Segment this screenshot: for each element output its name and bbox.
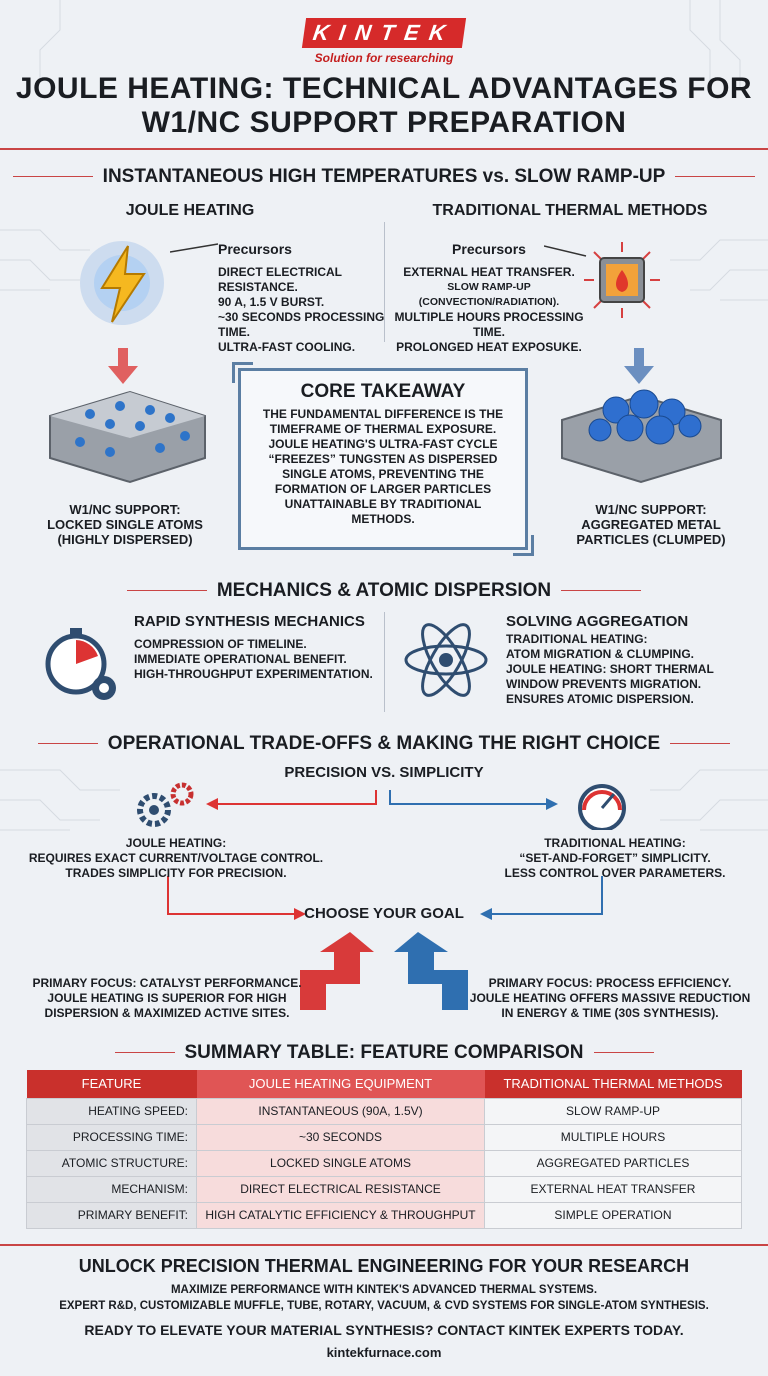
efficiency-goal — [460, 976, 760, 1021]
detail-line: MULTIPLE HOURS PROCESSING TIME. — [394, 310, 584, 339]
table-header-row — [27, 1070, 742, 1098]
joule-result — [30, 502, 220, 547]
page-title: JOULE HEATING: TECHNICAL ADVANTAGES FOR W1/NC SUPPORT PREPARATION — [15, 72, 753, 139]
divider — [0, 1244, 768, 1246]
detail-line: HIGH-THROUGHPUT EXPERIMENTATION. — [134, 667, 373, 681]
takeaway-heading: CORE TAKEAWAY — [300, 381, 466, 402]
support-label: W1/NC SUPPORT: — [595, 502, 707, 517]
detail-line: ENSURES ATOMIC DISPERSION. — [506, 692, 694, 706]
solving-aggregation — [506, 614, 756, 707]
detail-line: ATOM MIGRATION & CLUMPING. — [506, 647, 694, 661]
table-row — [27, 1176, 742, 1202]
detail-line: DIRECT ELECTRICAL RESISTANCE. — [218, 265, 342, 294]
rapid-synthesis-heading: RAPID SYNTHESIS MECHANICS — [134, 613, 365, 630]
table-cell: ATOMIC STRUCTURE: — [27, 1150, 197, 1176]
detail-line: EXTERNAL HEAT TRANSFER. — [403, 265, 575, 279]
section-heading-1: INSTANTANEOUS HIGH TEMPERATURES vs. SLOW RAMP-UP — [0, 166, 768, 188]
table-cell: PRIMARY BENEFIT: — [27, 1202, 197, 1228]
table-row — [27, 1150, 742, 1176]
footer-cta: READY TO ELEVATE YOUR MATERIAL SYNTHESIS? CONTACT KINTEK EXPERTS TODAY. — [84, 1322, 684, 1338]
joule-heading: JOULE HEATING — [125, 202, 255, 219]
detail-line: IMMEDIATE OPERATIONAL BENEFIT. — [134, 652, 347, 666]
detail-line: 90 A, 1.5 V BURST. — [218, 295, 325, 309]
lightning-burst-icon — [62, 228, 182, 338]
catalyst-goal — [22, 976, 312, 1021]
footer-heading: UNLOCK PRECISION THERMAL ENGINEERING FOR YOUR RESEARCH — [78, 1256, 690, 1276]
rapid-synthesis — [134, 614, 384, 682]
table-cell: SIMPLE OPERATION — [485, 1202, 742, 1228]
traditional-result — [556, 502, 746, 547]
column-header: TRADITIONAL THERMAL METHODS — [485, 1070, 742, 1098]
detail-line: PRIMARY FOCUS: PROCESS EFFICIENCY. — [488, 976, 732, 990]
table-cell: LOCKED SINGLE ATOMS — [197, 1150, 485, 1176]
comparison-table — [26, 1070, 742, 1229]
website-link[interactable]: kintekfurnace.com — [326, 1345, 442, 1360]
support-label: W1/NC SUPPORT: — [69, 502, 181, 517]
detail-line: LESS CONTROL OVER PARAMETERS. — [504, 866, 726, 880]
tagline: Solution for researching — [314, 51, 454, 65]
detail-line: DISPERSION & MAXIMIZED ACTIVE SITES. — [44, 1006, 290, 1020]
takeaway-body: THE FUNDAMENTAL DIFFERENCE IS THE TIMEFRAME OF THERMAL EXPOSURE. JOULE HEATING'S ULTRA-FAST CYCLE “FREEZES” TUNGSTEN AS DISPERSED SINGLE ATOMS, PREVENTING THE FORMATION OF LARGER PARTICLES UNATTAINABLE BY TRADITIONAL METHODS. — [262, 407, 504, 526]
stopwatch-gear-icon — [40, 622, 124, 706]
detail-line: PRIMARY FOCUS: CATALYST PERFORMANCE. — [32, 976, 302, 990]
table-row — [27, 1202, 742, 1228]
detail-line: WINDOW PREVENTS MIGRATION. — [506, 677, 702, 691]
section-heading-2: MECHANICS & ATOMIC DISPERSION — [0, 580, 768, 602]
table-cell: HIGH CATALYTIC EFFICIENCY & THROUGHPUT — [197, 1202, 485, 1228]
footer-line-2: EXPERT R&D, CUSTOMIZABLE MUFFLE, TUBE, ROTARY, VACUUM, & CVD SYSTEMS FOR SINGLE-ATOM SYNTHESIS. — [59, 1300, 709, 1312]
table-cell: MECHANISM: — [27, 1176, 197, 1202]
table-row — [27, 1124, 742, 1150]
atom-icon — [400, 620, 492, 700]
precision-vs-simplicity: PRECISION VS. SIMPLICITY — [284, 764, 484, 781]
detail-line: JOULE HEATING IS SUPERIOR FOR HIGH — [47, 991, 287, 1005]
detail-line: REQUIRES EXACT CURRENT/VOLTAGE CONTROL. — [28, 851, 324, 865]
table-row — [27, 1098, 742, 1124]
detail-line: TRADITIONAL HEATING: — [544, 836, 686, 850]
choose-your-goal: CHOOSE YOUR GOAL — [304, 905, 464, 922]
traditional-tradeoff — [480, 836, 750, 881]
detail-line: JOULE HEATING OFFERS MASSIVE REDUCTION — [469, 991, 751, 1005]
gears-icon — [132, 780, 202, 830]
pointer-line — [170, 238, 220, 258]
precursors-label: Precursors — [218, 241, 292, 257]
detail-line: PROLONGED HEAT EXPOSUKE. — [396, 340, 582, 354]
gauge-icon — [570, 780, 634, 830]
result-label: LOCKED SINGLE ATOMS (HIGHLY DISPERSED) — [47, 517, 203, 547]
aggregated-particles-illustration — [556, 380, 726, 486]
footer-line-1: MAXIMIZE PERFORMANCE WITH KINTEK'S ADVANCED THERMAL SYSTEMS. — [170, 1284, 598, 1296]
down-arrow-icon — [624, 348, 654, 384]
down-arrow-icon — [108, 348, 138, 384]
table-cell: MULTIPLE HOURS — [485, 1124, 742, 1150]
column-header: JOULE HEATING EQUIPMENT — [197, 1070, 485, 1098]
detail-line: TRADES SIMPLICITY FOR PRECISION. — [65, 866, 287, 880]
detail-line: JOULE HEATING: — [125, 836, 227, 850]
single-atom-support-illustration — [40, 386, 210, 486]
traditional-heading: TRADITIONAL THERMAL METHODS — [432, 202, 708, 219]
table-cell: HEATING SPEED: — [27, 1098, 197, 1124]
furnace-icon — [582, 240, 662, 320]
aggregation-heading: SOLVING AGGREGATION — [506, 613, 689, 630]
table-heading: SUMMARY TABLE: FEATURE COMPARISON — [0, 1042, 768, 1064]
section-heading-3: OPERATIONAL TRADE-OFFS & MAKING THE RIGHT CHOICE — [0, 733, 768, 755]
kintek-logo[interactable]: KINTEK — [302, 18, 466, 48]
detail-line: SLOW RAMP-UP (CONVECTION/RADIATION). — [418, 281, 560, 308]
detail-line: ~30 SECONDS PROCESSING TIME. — [218, 310, 385, 339]
detail-line: COMPRESSION OF TIMELINE. — [134, 637, 307, 651]
table-cell: ~30 SECONDS — [197, 1124, 485, 1150]
core-takeaway-box — [238, 368, 528, 550]
traditional-details — [390, 242, 588, 355]
table-cell: DIRECT ELECTRICAL RESISTANCE — [197, 1176, 485, 1202]
divider — [0, 148, 768, 150]
table-cell: SLOW RAMP-UP — [485, 1098, 742, 1124]
detail-line: “SET-AND-FORGET” SIMPLICITY. — [519, 851, 711, 865]
table-cell: INSTANTANEOUS (90A, 1.5V) — [197, 1098, 485, 1124]
table-cell: EXTERNAL HEAT TRANSFER — [485, 1176, 742, 1202]
header — [0, 0, 768, 150]
column-header: FEATURE — [27, 1070, 197, 1098]
detail-line: ULTRA-FAST COOLING. — [218, 340, 356, 354]
result-label: AGGREGATED METAL PARTICLES (CLUMPED) — [576, 517, 726, 547]
detail-line: IN ENERGY & TIME (30S SYNTHESIS). — [501, 1006, 719, 1020]
joule-tradeoff — [6, 836, 346, 881]
joule-details — [218, 242, 388, 355]
table-cell: AGGREGATED PARTICLES — [485, 1150, 742, 1176]
detail-line: TRADITIONAL HEATING: — [506, 632, 648, 646]
precursors-label: Precursors — [452, 241, 526, 257]
detail-line: JOULE HEATING: SHORT THERMAL — [506, 662, 714, 676]
table-cell: PROCESSING TIME: — [27, 1124, 197, 1150]
column-divider — [384, 612, 385, 712]
